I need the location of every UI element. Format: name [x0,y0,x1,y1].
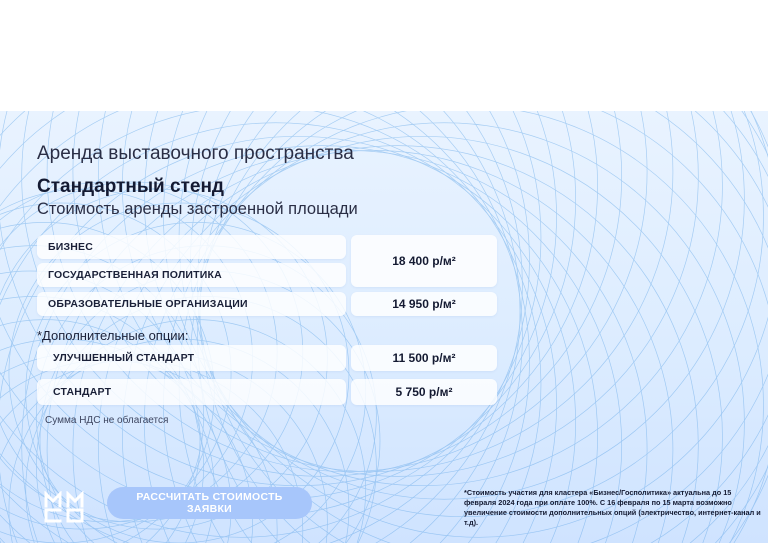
price-business-government-value: 18 400 р/м² [392,254,456,268]
footnote: *Стоимость участия для кластера «Бизнес/Госполитика» актуальна до 15 февраля 2024 года при оплате 100%. С 16 февраля по 15 марта возможно увеличение стоимости дополнительных опций (электричество, интернет-канал и т.д). [464,488,761,527]
category-government-label: ГОСУДАРСТВЕННАЯ ПОЛИТИКА [48,269,222,281]
option-improved-standard-price-value: 11 500 р/м² [392,351,456,365]
category-government [37,263,346,287]
decorative-arc [198,111,768,543]
blank-header-area [0,0,768,111]
mmco-logo-icon [44,491,90,523]
option-standard [37,379,346,405]
options-heading: *Дополнительные опции: [37,328,189,343]
category-education-label: ОБРАЗОВАТЕЛЬНЫЕ ОРГАНИЗАЦИИ [48,298,248,310]
option-improved-standard-price [351,345,497,371]
mmco-logo [44,491,90,523]
decorative-arc [200,111,768,543]
decorative-arc [191,111,768,543]
price-education [351,292,497,316]
option-improved-standard [37,345,346,371]
option-standard-price [351,379,497,405]
option-standard-price-value: 5 750 р/м² [395,385,453,399]
option-standard-label: СТАНДАРТ [53,386,112,398]
decorative-arc [198,111,768,543]
decorative-arc [191,111,768,543]
option-improved-standard-label: УЛУЧШЕННЫЙ СТАНДАРТ [53,352,195,364]
price-business-government [351,235,497,287]
stand-heading: Стандартный стенд [37,176,224,197]
decorative-arc [0,111,541,537]
content-panel [0,111,768,543]
category-business-label: БИЗНЕС [48,241,94,253]
calculate-cost-button[interactable]: РАССЧИТАТЬ СТОИМОСТЬ ЗАЯВКИ [107,487,312,519]
stand-subheading: Стоимость аренды застроенной площади [37,200,358,218]
price-education-value: 14 950 р/м² [392,297,456,311]
decorative-arc [163,111,763,543]
page-title: Аренда выставочного пространства [37,143,354,164]
vat-note: Сумма НДС не облагается [45,415,169,426]
category-business [37,235,346,259]
category-education [37,292,346,316]
